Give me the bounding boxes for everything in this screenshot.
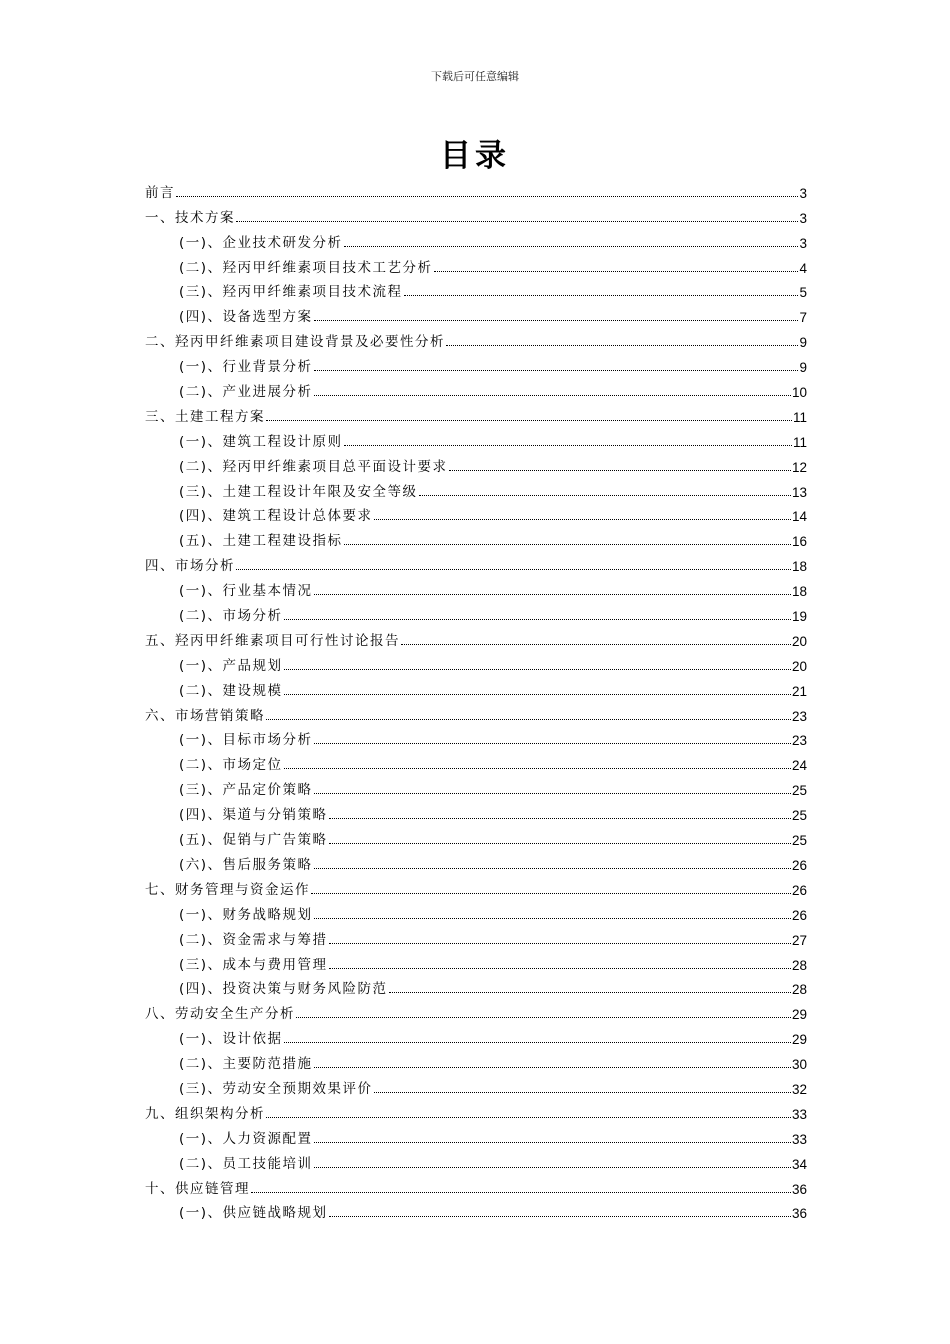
toc-entry[interactable] (145, 1097, 807, 1122)
toc-subentry[interactable] (145, 276, 807, 301)
toc-entry-title: 前言 (145, 184, 175, 201)
table-of-contents (145, 176, 807, 1221)
dot-leader (251, 1191, 791, 1193)
toc-page-number: 26 (791, 882, 807, 898)
toc-page-number: 20 (791, 658, 807, 674)
toc-page-number: 7 (799, 310, 807, 326)
toc-entry-title: (一)、建筑工程设计原则 (179, 433, 343, 450)
dot-leader (344, 245, 799, 247)
toc-entry-title: (二)、产业进展分析 (179, 384, 313, 401)
toc-entry-title: 九、组织架构分析 (145, 1105, 265, 1122)
dot-leader (311, 892, 791, 894)
dot-leader (434, 270, 799, 272)
dot-leader (314, 593, 791, 595)
toc-entry[interactable] (145, 624, 807, 649)
dot-leader (329, 942, 791, 944)
toc-entry-title: (四)、渠道与分销策略 (179, 807, 328, 824)
toc-subentry[interactable] (145, 748, 807, 773)
dot-leader (314, 742, 791, 744)
toc-entry-title: (三)、土建工程设计年限及安全等级 (179, 483, 418, 500)
toc-page-number: 16 (791, 534, 807, 550)
toc-page-number: 18 (791, 584, 807, 600)
toc-page-number: 24 (791, 758, 807, 774)
toc-page-number: 9 (799, 360, 807, 376)
toc-entry-title: (一)、行业背景分析 (179, 359, 313, 376)
toc-entry[interactable] (145, 1172, 807, 1197)
toc-subentry[interactable] (145, 375, 807, 400)
dot-leader (266, 1116, 791, 1118)
toc-subentry[interactable] (145, 724, 807, 749)
toc-subentry[interactable] (145, 350, 807, 375)
toc-entry-title: (一)、企业技术研发分析 (179, 234, 343, 251)
toc-subentry[interactable] (145, 450, 807, 475)
dot-leader (314, 1066, 791, 1068)
toc-page-number: 25 (791, 808, 807, 824)
toc-page-number: 10 (791, 385, 807, 401)
toc-entry-title: 十、供应链管理 (145, 1180, 250, 1197)
toc-subentry[interactable] (145, 1047, 807, 1072)
toc-entry-title: (四)、设备选型方案 (179, 309, 313, 326)
dot-leader (284, 618, 791, 620)
toc-subentry[interactable] (145, 475, 807, 500)
dot-leader (314, 1141, 791, 1143)
toc-page-number: 23 (791, 733, 807, 749)
dot-leader (419, 494, 791, 496)
toc-page-number: 34 (791, 1156, 807, 1172)
toc-subentry[interactable] (145, 599, 807, 624)
toc-page-number: 3 (799, 210, 807, 226)
toc-page-number: 20 (791, 633, 807, 649)
toc-subentry[interactable] (145, 300, 807, 325)
toc-subentry[interactable] (145, 1147, 807, 1172)
page-title: 目录 (440, 138, 510, 174)
toc-page-number: 18 (791, 559, 807, 575)
toc-page-number: 28 (791, 957, 807, 973)
toc-entry[interactable] (145, 201, 807, 226)
toc-subentry[interactable] (145, 1022, 807, 1047)
toc-entry[interactable] (145, 873, 807, 898)
toc-subentry[interactable] (145, 500, 807, 525)
toc-entry-title: (五)、土建工程建设指标 (179, 533, 343, 550)
dot-leader (266, 419, 792, 421)
toc-subentry[interactable] (145, 524, 807, 549)
dot-leader (284, 693, 791, 695)
toc-entry-title: (三)、成本与费用管理 (179, 956, 328, 973)
toc-entry-title: (二)、主要防范措施 (179, 1056, 313, 1073)
toc-entry-title: (四)、投资决策与财务风险防范 (179, 981, 388, 998)
toc-subentry[interactable] (145, 649, 807, 674)
toc-entry-title: (一)、行业基本情况 (179, 583, 313, 600)
toc-subentry[interactable] (145, 1197, 807, 1222)
toc-entry-title: 七、财务管理与资金运作 (145, 881, 310, 898)
toc-entry-title: (二)、资金需求与筹措 (179, 931, 328, 948)
toc-entry-title: (一)、目标市场分析 (179, 732, 313, 749)
dot-leader (329, 842, 791, 844)
toc-subentry[interactable] (145, 226, 807, 251)
toc-entry-title: (二)、市场分析 (179, 608, 283, 625)
toc-entry-title: (二)、建设规模 (179, 682, 283, 699)
toc-entry[interactable] (145, 400, 807, 425)
toc-page-number: 30 (791, 1057, 807, 1073)
toc-subentry[interactable] (145, 425, 807, 450)
toc-subentry[interactable] (145, 948, 807, 973)
toc-page-number: 33 (791, 1131, 807, 1147)
dot-leader (446, 344, 798, 346)
toc-subentry[interactable] (145, 1122, 807, 1147)
toc-entry-title: (四)、建筑工程设计总体要求 (179, 508, 373, 525)
dot-leader (389, 991, 791, 993)
toc-entry[interactable] (145, 699, 807, 724)
toc-page-number: 25 (791, 783, 807, 799)
toc-page-number: 28 (791, 982, 807, 998)
toc-page-number: 11 (792, 409, 807, 425)
toc-page-number: 3 (799, 185, 807, 201)
dot-leader (314, 792, 791, 794)
toc-subentry[interactable] (145, 574, 807, 599)
dot-leader (344, 543, 791, 545)
toc-entry[interactable] (145, 549, 807, 574)
dot-leader (449, 469, 791, 471)
toc-entry-title: (二)、羟丙甲纤维素项目总平面设计要求 (179, 458, 448, 475)
dot-leader (314, 319, 799, 321)
toc-entry-title: (一)、供应链战略规划 (179, 1205, 328, 1222)
dot-leader (176, 195, 798, 197)
dot-leader (374, 518, 791, 520)
dot-leader (344, 444, 792, 446)
dot-leader (329, 967, 791, 969)
toc-entry-title: (二)、羟丙甲纤维素项目技术工艺分析 (179, 259, 433, 276)
toc-entry-title: (二)、员工技能培训 (179, 1155, 313, 1172)
toc-subentry[interactable] (145, 1072, 807, 1097)
toc-page-number: 29 (791, 1032, 807, 1048)
toc-entry[interactable] (145, 997, 807, 1022)
toc-page-number: 12 (791, 459, 807, 475)
toc-page-number: 23 (791, 708, 807, 724)
toc-page-number: 13 (791, 484, 807, 500)
toc-entry-title: 五、羟丙甲纤维素项目可行性讨论报告 (145, 632, 400, 649)
toc-entry-title: 八、劳动安全生产分析 (145, 1006, 295, 1023)
dot-leader (314, 1166, 791, 1168)
toc-page-number: 3 (799, 235, 807, 251)
dot-leader (401, 643, 791, 645)
dot-leader (284, 668, 791, 670)
toc-page-number: 36 (791, 1181, 807, 1197)
dot-leader (236, 220, 798, 222)
toc-page-number: 25 (791, 833, 807, 849)
toc-entry-title: (三)、产品定价策略 (179, 782, 313, 799)
dot-leader (314, 394, 791, 396)
dot-leader (329, 1215, 791, 1217)
toc-entry[interactable] (145, 176, 807, 201)
toc-entry-title: (一)、设计依据 (179, 1031, 283, 1048)
dot-leader (314, 867, 791, 869)
toc-page-number: 36 (791, 1206, 807, 1222)
toc-entry-title: 一、技术方案 (145, 209, 235, 226)
toc-page-number: 26 (791, 857, 807, 873)
toc-page-number: 9 (799, 335, 807, 351)
toc-page-number: 4 (799, 260, 807, 276)
toc-page-number: 21 (791, 683, 807, 699)
dot-leader (374, 1091, 791, 1093)
toc-entry-title: (五)、促销与广告策略 (179, 832, 328, 849)
toc-page-number: 5 (799, 285, 807, 301)
toc-entry-title: (一)、产品规划 (179, 657, 283, 674)
toc-page-number: 14 (791, 509, 807, 525)
dot-leader (236, 568, 791, 570)
toc-entry-title: (一)、财务战略规划 (179, 906, 313, 923)
toc-entry-title: (三)、劳动安全预期效果评价 (179, 1080, 373, 1097)
toc-subentry[interactable] (145, 973, 807, 998)
dot-leader (314, 369, 799, 371)
dot-leader (314, 917, 791, 919)
toc-entry-title: (三)、羟丙甲纤维素项目技术流程 (179, 284, 403, 301)
toc-page-number: 32 (791, 1081, 807, 1097)
toc-page-number: 33 (791, 1106, 807, 1122)
dot-leader (329, 817, 791, 819)
toc-page-number: 27 (791, 932, 807, 948)
toc-entry-title: 四、市场分析 (145, 558, 235, 575)
toc-entry-title: (二)、市场定位 (179, 757, 283, 774)
toc-subentry[interactable] (145, 674, 807, 699)
toc-page-number: 19 (791, 609, 807, 625)
toc-subentry[interactable] (145, 823, 807, 848)
toc-entry-title: (六)、售后服务策略 (179, 856, 313, 873)
header-note: 下载后可任意编辑 (431, 70, 519, 83)
dot-leader (296, 1016, 791, 1018)
toc-page-number: 29 (791, 1007, 807, 1023)
toc-subentry[interactable] (145, 848, 807, 873)
dot-leader (404, 294, 799, 296)
toc-entry-title: 六、市场营销策略 (145, 707, 265, 724)
toc-page-number: 26 (791, 907, 807, 923)
toc-subentry[interactable] (145, 773, 807, 798)
toc-subentry[interactable] (145, 898, 807, 923)
dot-leader (284, 767, 791, 769)
toc-subentry[interactable] (145, 798, 807, 823)
dot-leader (266, 718, 791, 720)
toc-entry-title: 三、土建工程方案 (145, 408, 265, 425)
toc-entry-title: (一)、人力资源配置 (179, 1130, 313, 1147)
toc-subentry[interactable] (145, 251, 807, 276)
toc-page-number: 11 (792, 434, 807, 450)
toc-entry-title: 二、羟丙甲纤维素项目建设背景及必要性分析 (145, 334, 445, 351)
toc-subentry[interactable] (145, 923, 807, 948)
toc-entry[interactable] (145, 325, 807, 350)
dot-leader (284, 1041, 791, 1043)
